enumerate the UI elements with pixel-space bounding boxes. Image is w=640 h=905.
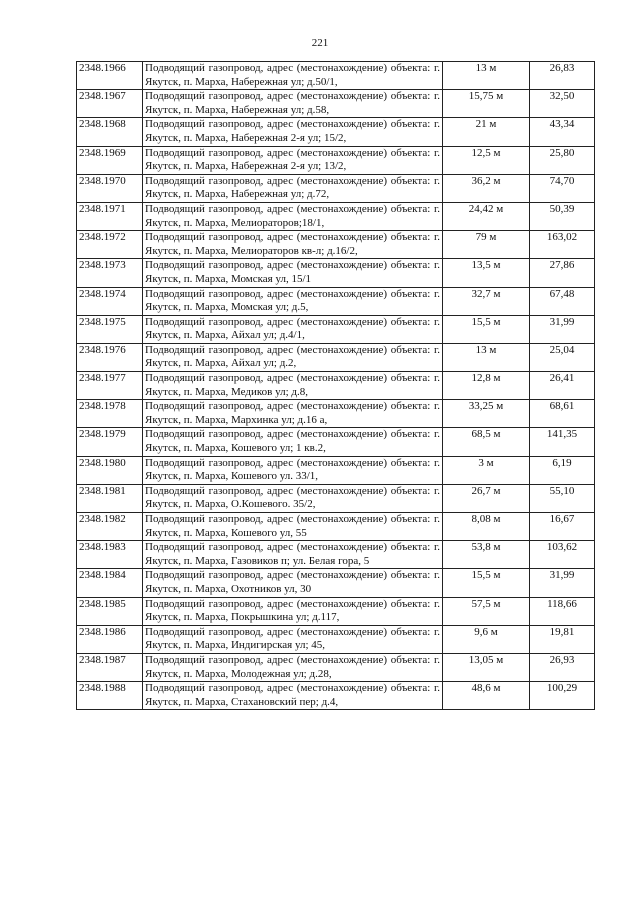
table-row bbox=[77, 174, 595, 202]
row-value-cell: 43,34 bbox=[530, 118, 595, 146]
row-id-cell: 2348.1975 bbox=[77, 315, 143, 343]
row-value-cell: 25,80 bbox=[530, 146, 595, 174]
row-description-cell: Подводящий газопровод, адрес (местонахождение) объекта: г. Якутск, п. Марха, Индигирская ул; 45, bbox=[143, 625, 443, 653]
row-length-cell: 32,7 м bbox=[443, 287, 530, 315]
row-length-cell: 26,7 м bbox=[443, 484, 530, 512]
row-id-cell: 2348.1972 bbox=[77, 231, 143, 259]
row-length-cell: 53,8 м bbox=[443, 541, 530, 569]
row-value-cell: 103,62 bbox=[530, 541, 595, 569]
row-id-cell: 2348.1979 bbox=[77, 428, 143, 456]
row-description-cell: Подводящий газопровод, адрес (местонахождение) объекта: г. Якутск, п. Марха, Охотников ул, 30 bbox=[143, 569, 443, 597]
row-value-cell: 32,50 bbox=[530, 90, 595, 118]
row-value-cell: 31,99 bbox=[530, 569, 595, 597]
row-id-cell: 2348.1970 bbox=[77, 174, 143, 202]
table-row bbox=[77, 259, 595, 287]
row-length-cell: 9,6 м bbox=[443, 625, 530, 653]
row-id-cell: 2348.1983 bbox=[77, 541, 143, 569]
row-length-cell: 13 м bbox=[443, 343, 530, 371]
table-row bbox=[77, 428, 595, 456]
row-id-cell: 2348.1967 bbox=[77, 90, 143, 118]
row-id-cell: 2348.1985 bbox=[77, 597, 143, 625]
row-length-cell: 79 м bbox=[443, 231, 530, 259]
page-number: 221 bbox=[311, 37, 329, 49]
table-row bbox=[77, 400, 595, 428]
row-value-cell: 118,66 bbox=[530, 597, 595, 625]
row-id-cell: 2348.1976 bbox=[77, 343, 143, 371]
row-id-cell: 2348.1984 bbox=[77, 569, 143, 597]
table-row bbox=[77, 569, 595, 597]
row-id-cell: 2348.1973 bbox=[77, 259, 143, 287]
table-row bbox=[77, 315, 595, 343]
row-value-cell: 68,61 bbox=[530, 400, 595, 428]
row-length-cell: 8,08 м bbox=[443, 513, 530, 541]
row-description-cell: Подводящий газопровод, адрес (местонахождение) объекта: г. Якутск, п. Марха, Газовиков п; ул. Белая гора, 5 bbox=[143, 541, 443, 569]
row-value-cell: 31,99 bbox=[530, 315, 595, 343]
row-id-cell: 2348.1974 bbox=[77, 287, 143, 315]
row-description-cell: Подводящий газопровод, адрес (местонахождение) объекта: г. Якутск, п. Марха, Кошевого ул. 33/1, bbox=[143, 456, 443, 484]
row-description-cell: Подводящий газопровод, адрес (местонахождение) объекта: г. Якутск, п. Марха, Мелиораторов;18/1, bbox=[143, 202, 443, 230]
table-row bbox=[77, 682, 595, 710]
row-length-cell: 3 м bbox=[443, 456, 530, 484]
row-description-cell: Подводящий газопровод, адрес (местонахождение) объекта: г. Якутск, п. Марха, Айхал ул; д.2, bbox=[143, 343, 443, 371]
row-value-cell: 141,35 bbox=[530, 428, 595, 456]
row-value-cell: 67,48 bbox=[530, 287, 595, 315]
table-row bbox=[77, 541, 595, 569]
row-id-cell: 2348.1977 bbox=[77, 372, 143, 400]
row-value-cell: 6,19 bbox=[530, 456, 595, 484]
row-value-cell: 50,39 bbox=[530, 202, 595, 230]
row-description-cell: Подводящий газопровод, адрес (местонахождение) объекта: г. Якутск, п. Марха, Набережная ул; д.58, bbox=[143, 90, 443, 118]
row-description-cell: Подводящий газопровод, адрес (местонахождение) объекта: г. Якутск, п. Марха, Набережная 2-я ул; 15/2, bbox=[143, 118, 443, 146]
asset-registry-table bbox=[76, 61, 595, 710]
row-length-cell: 57,5 м bbox=[443, 597, 530, 625]
row-description-cell: Подводящий газопровод, адрес (местонахождение) объекта: г. Якутск, п. Марха, Набережная 2-я ул; 13/2, bbox=[143, 146, 443, 174]
row-id-cell: 2348.1966 bbox=[77, 62, 143, 90]
table-row bbox=[77, 343, 595, 371]
row-id-cell: 2348.1982 bbox=[77, 513, 143, 541]
row-length-cell: 13,05 м bbox=[443, 653, 530, 681]
row-id-cell: 2348.1978 bbox=[77, 400, 143, 428]
row-length-cell: 13,5 м bbox=[443, 259, 530, 287]
row-id-cell: 2348.1969 bbox=[77, 146, 143, 174]
row-description-cell: Подводящий газопровод, адрес (местонахождение) объекта: г. Якутск, п. Марха, Кошевого ул, 55 bbox=[143, 513, 443, 541]
row-length-cell: 24,42 м bbox=[443, 202, 530, 230]
row-value-cell: 19,81 bbox=[530, 625, 595, 653]
row-description-cell: Подводящий газопровод, адрес (местонахождение) объекта: г. Якутск, п. Марха, Покрышкина ул; д.117, bbox=[143, 597, 443, 625]
row-description-cell: Подводящий газопровод, адрес (местонахождение) объекта: г. Якутск, п. Марха, Кошевого ул; 1 кв.2, bbox=[143, 428, 443, 456]
row-description-cell: Подводящий газопровод, адрес (местонахождение) объекта: г. Якутск, п. Марха, Мархинка ул; д.16 а, bbox=[143, 400, 443, 428]
row-value-cell: 55,10 bbox=[530, 484, 595, 512]
row-description-cell: Подводящий газопровод, адрес (местонахождение) объекта: г. Якутск, п. Марха, Айхал ул; д.4/1, bbox=[143, 315, 443, 343]
row-length-cell: 68,5 м bbox=[443, 428, 530, 456]
table-row bbox=[77, 653, 595, 681]
table-body bbox=[77, 62, 595, 710]
row-description-cell: Подводящий газопровод, адрес (местонахождение) объекта: г. Якутск, п. Марха, Молодежная ул; д.28, bbox=[143, 653, 443, 681]
row-value-cell: 16,67 bbox=[530, 513, 595, 541]
row-description-cell: Подводящий газопровод, адрес (местонахождение) объекта: г. Якутск, п. Марха, Момская ул; д.5, bbox=[143, 287, 443, 315]
row-description-cell: Подводящий газопровод, адрес (местонахождение) объекта: г. Якутск, п. Марха, Набережная ул; д.50/1, bbox=[143, 62, 443, 90]
row-value-cell: 27,86 bbox=[530, 259, 595, 287]
row-length-cell: 21 м bbox=[443, 118, 530, 146]
row-id-cell: 2348.1971 bbox=[77, 202, 143, 230]
row-id-cell: 2348.1968 bbox=[77, 118, 143, 146]
table-row bbox=[77, 231, 595, 259]
row-length-cell: 13 м bbox=[443, 62, 530, 90]
table-row bbox=[77, 513, 595, 541]
table-row bbox=[77, 456, 595, 484]
row-value-cell: 26,41 bbox=[530, 372, 595, 400]
table-row bbox=[77, 202, 595, 230]
row-id-cell: 2348.1987 bbox=[77, 653, 143, 681]
row-length-cell: 33,25 м bbox=[443, 400, 530, 428]
table-row bbox=[77, 146, 595, 174]
row-value-cell: 100,29 bbox=[530, 682, 595, 710]
row-length-cell: 15,5 м bbox=[443, 569, 530, 597]
table-row bbox=[77, 597, 595, 625]
table-row bbox=[77, 62, 595, 90]
table-row bbox=[77, 118, 595, 146]
table-row bbox=[77, 287, 595, 315]
row-description-cell: Подводящий газопровод, адрес (местонахождение) объекта: г. Якутск, п. Марха, Момская ул, 15/1 bbox=[143, 259, 443, 287]
row-length-cell: 12,8 м bbox=[443, 372, 530, 400]
row-id-cell: 2348.1988 bbox=[77, 682, 143, 710]
row-value-cell: 26,83 bbox=[530, 62, 595, 90]
row-description-cell: Подводящий газопровод, адрес (местонахождение) объекта: г. Якутск, п. Марха, Медиков ул; д.8, bbox=[143, 372, 443, 400]
row-description-cell: Подводящий газопровод, адрес (местонахождение) объекта: г. Якутск, п. Марха, О.Кошевого. 35/2, bbox=[143, 484, 443, 512]
row-id-cell: 2348.1986 bbox=[77, 625, 143, 653]
table-row bbox=[77, 625, 595, 653]
row-length-cell: 15,75 м bbox=[443, 90, 530, 118]
row-value-cell: 163,02 bbox=[530, 231, 595, 259]
table-row bbox=[77, 484, 595, 512]
row-id-cell: 2348.1980 bbox=[77, 456, 143, 484]
table-row bbox=[77, 90, 595, 118]
row-length-cell: 12,5 м bbox=[443, 146, 530, 174]
row-length-cell: 36,2 м bbox=[443, 174, 530, 202]
row-value-cell: 25,04 bbox=[530, 343, 595, 371]
table-row bbox=[77, 372, 595, 400]
row-value-cell: 74,70 bbox=[530, 174, 595, 202]
row-length-cell: 48,6 м bbox=[443, 682, 530, 710]
row-value-cell: 26,93 bbox=[530, 653, 595, 681]
row-description-cell: Подводящий газопровод, адрес (местонахождение) объекта: г. Якутск, п. Марха, Набережная ул; д.72, bbox=[143, 174, 443, 202]
row-length-cell: 15,5 м bbox=[443, 315, 530, 343]
row-description-cell: Подводящий газопровод, адрес (местонахождение) объекта: г. Якутск, п. Марха, Мелиораторов кв-л; д.16/2, bbox=[143, 231, 443, 259]
row-description-cell: Подводящий газопровод, адрес (местонахождение) объекта: г. Якутск, п. Марха, Стахановский пер; д.4, bbox=[143, 682, 443, 710]
row-id-cell: 2348.1981 bbox=[77, 484, 143, 512]
